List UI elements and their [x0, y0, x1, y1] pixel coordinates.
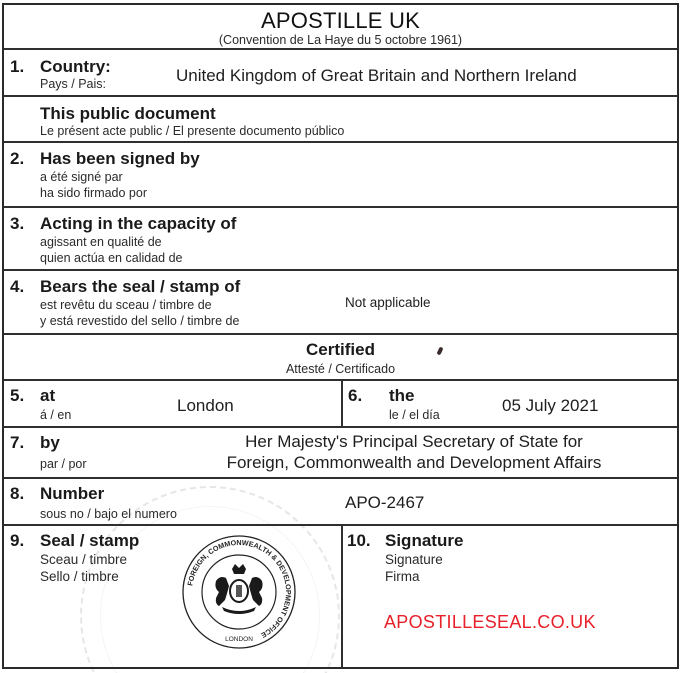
document-title: APOSTILLE UK — [261, 8, 420, 33]
field-sublabel: ha sido firmado por — [40, 186, 148, 200]
apostille-document — [2, 3, 679, 669]
certified-row — [4, 335, 677, 381]
country-value: United Kingdom of Great Britain and Northern Ireland — [176, 66, 577, 85]
column-divider — [341, 381, 343, 426]
field-label: Acting in the capacity of — [40, 214, 237, 233]
certified-sublabel: Attesté / Certificado — [285, 362, 396, 376]
field-number: 3. — [10, 214, 25, 233]
field-number: 9. — [10, 531, 25, 550]
field-label: Has been signed by — [40, 149, 200, 168]
place-value: London — [177, 396, 234, 415]
field-label: This public document — [40, 104, 216, 123]
field-label: the — [389, 386, 415, 405]
field-number: 10. — [347, 531, 371, 550]
field-capacity — [4, 208, 677, 271]
seal-of-value: Not applicable — [345, 295, 431, 310]
watermark-text: APOSTILLESEAL.CO.UK — [384, 612, 596, 632]
field-by — [4, 428, 677, 479]
field-signed-by — [4, 143, 677, 208]
field-label: Seal / stamp — [40, 531, 140, 550]
field-sublabel: par / por — [40, 457, 87, 471]
field-number: 2. — [10, 149, 25, 168]
field-sublabel: sous no / bajo el numero — [40, 507, 177, 521]
field-label: by — [40, 433, 60, 452]
field-sublabel: est revêtu du sceau / timbre de — [40, 298, 212, 312]
field-public-document — [4, 97, 677, 143]
authority-line-2: Foreign, Commonwealth and Development Affairs — [226, 453, 602, 472]
field-number: 7. — [10, 433, 25, 452]
field-label: Bears the seal / stamp of — [40, 277, 241, 296]
field-label: Signature — [385, 531, 464, 550]
authority-line-1: Her Majesty's Principal Secretary of State for — [245, 432, 583, 451]
field-sublabel: le / el día — [389, 408, 440, 422]
field-label: at — [40, 386, 56, 405]
field-sublabel: y está revestido del sello / timbre de — [40, 314, 240, 328]
field-sublabel: Signature — [385, 552, 443, 567]
field-number: 8. — [10, 484, 25, 503]
svg-text:LONDON: LONDON — [225, 636, 253, 643]
field-number: 4. — [10, 277, 25, 296]
field-sublabel: a été signé par — [40, 170, 123, 184]
field-number: 5. — [10, 386, 25, 405]
certified-label: Certified — [306, 340, 375, 359]
field-label: Number — [40, 484, 105, 503]
field-sublabel: á / en — [40, 408, 72, 422]
field-country — [4, 50, 677, 97]
date-value: 05 July 2021 — [502, 396, 599, 415]
field-sublabel: Le présent acte public / El presente documento público — [40, 124, 345, 138]
field-seal-of — [4, 271, 677, 335]
document-subtitle: (Convention de La Haye du 5 octobre 1961) — [218, 33, 463, 47]
royal-coat-of-arms-icon — [180, 533, 298, 651]
apostille-number-value: APO-2467 — [345, 493, 425, 512]
seal-signature-row — [4, 526, 677, 667]
field-number: 1. — [10, 57, 25, 76]
field-number: 6. — [348, 386, 363, 405]
field-sublabel: agissant en qualité de — [40, 235, 162, 249]
svg-text:FOREIGN, COMMONWEALTH & DEVELO: FOREIGN, COMMONWEALTH & DEVELOPMENT OFFICE — [185, 537, 294, 640]
field-label: Country: — [40, 57, 111, 76]
field-sublabel: quien actúa en calidad de — [40, 251, 183, 265]
place-date-row — [4, 381, 677, 428]
header-row — [4, 5, 677, 50]
field-number-row — [4, 479, 677, 526]
field-sublabel: Sceau / timbre — [40, 552, 128, 567]
field-sublabel: Pays / Pais: — [40, 77, 106, 91]
field-sublabel: Sello / timbre — [40, 569, 119, 584]
column-divider — [341, 526, 343, 667]
field-sublabel: Firma — [385, 569, 420, 584]
